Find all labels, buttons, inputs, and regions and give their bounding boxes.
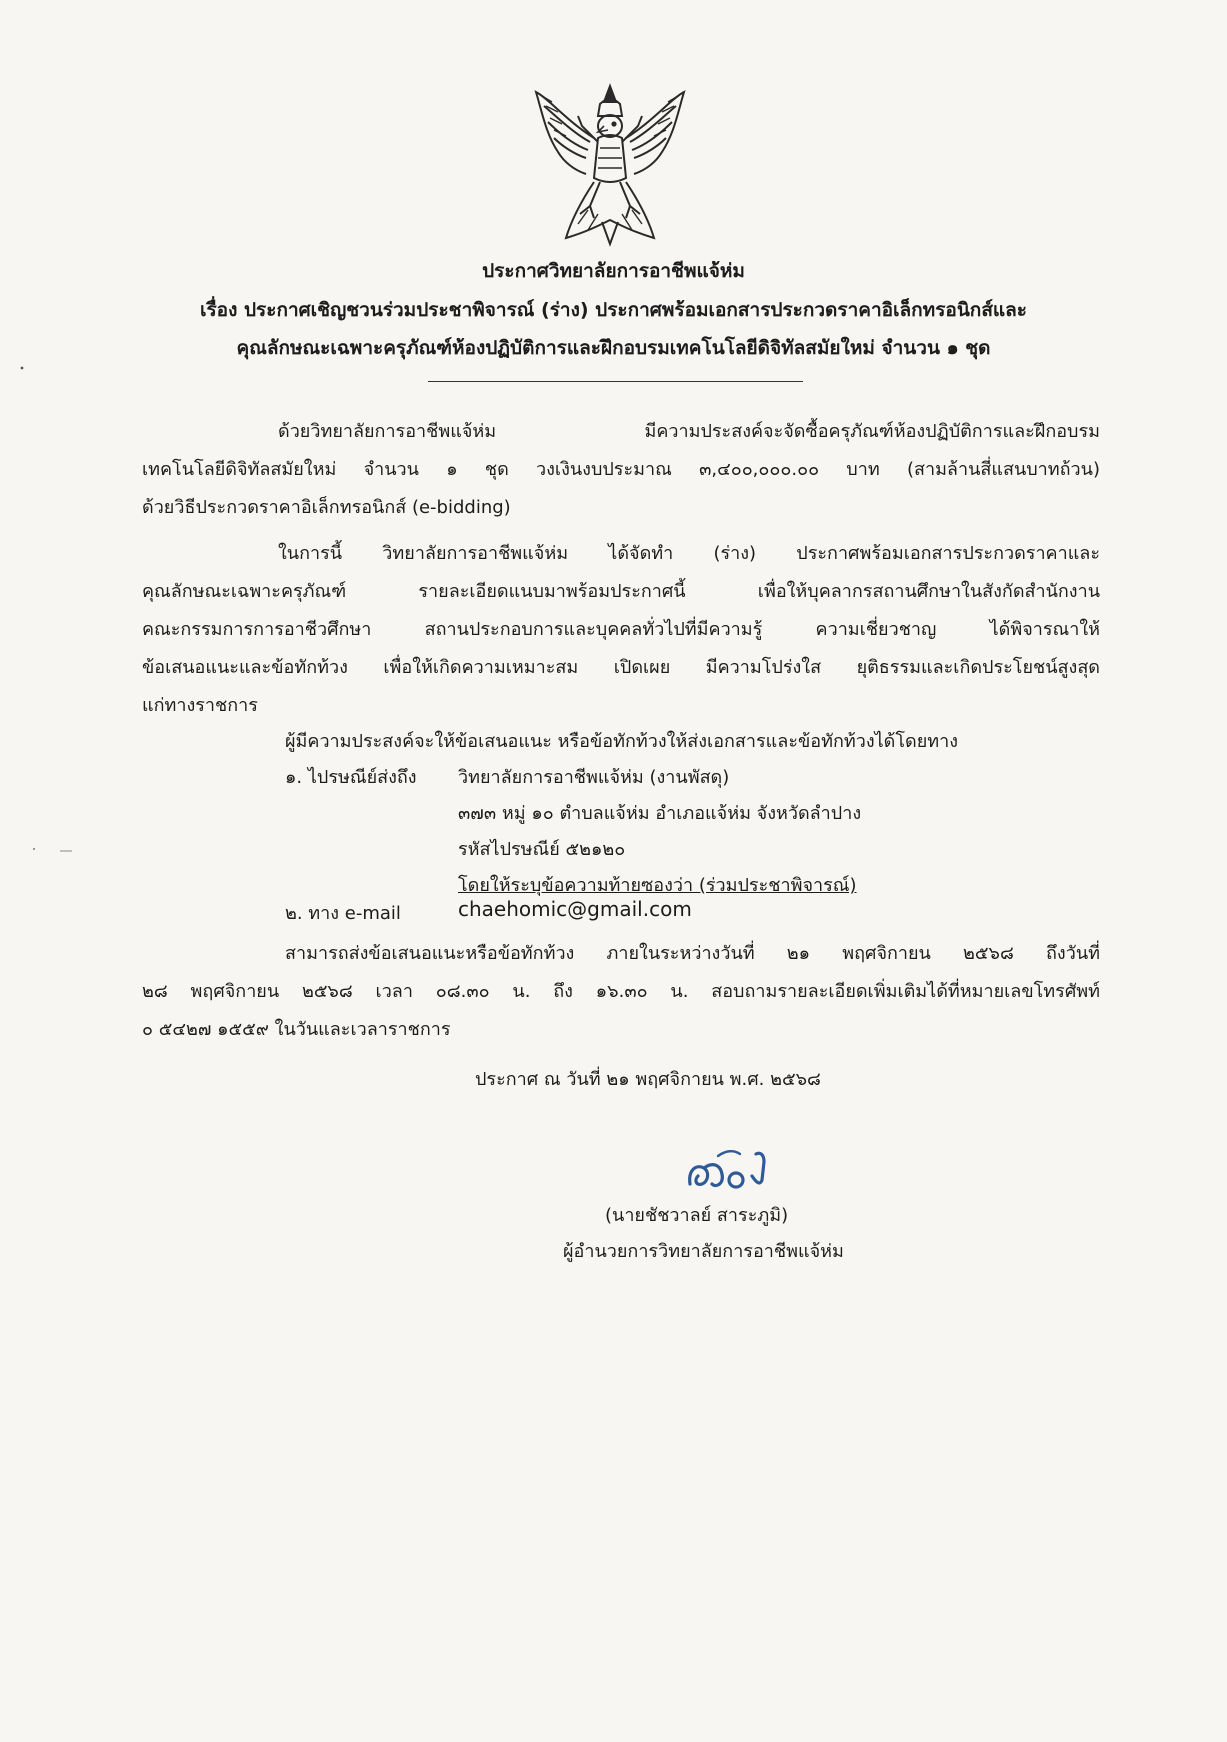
paragraph-2-line-1: ในการนี้ วิทยาลัยการอาชีพแจ้ห่ม ได้จัดทำ (ร่าง) ประกาศพร้อมเอกสารประกวดราคาและ [278, 543, 1100, 564]
subject-line-1: เรื่อง ประกาศเชิญชวนร่วมประชาพิจารณ์ (ร่าง) ประกาศพร้อมเอกสารประกวดราคาอิเล็กทรอนิกส์และ [199, 299, 1028, 321]
subject-line-2: คุณลักษณะเฉพาะครุภัณฑ์ห้องปฏิบัติการและฝึกอบรมเทคโนโลยีดิจิทัลสมัยใหม่ จำนวน ๑ ชุด [236, 337, 991, 359]
paragraph-2-line-4: ข้อเสนอแนะและข้อทักท้วง เพื่อให้เกิดความเหมาะสม เปิดเผย มีความโปร่งใส ยุติธรรมและเกิดประโยชน์สูงสุด [142, 657, 1100, 678]
paragraph-3-line-2: ๒๘ พฤศจิกายน ๒๕๖๘ เวลา ๐๘.๓๐ น. ถึง ๑๖.๓๐ น. สอบถามรายละเอียดเพิ่มเติมได้ที่หมายเลขโทรศัพท์ [142, 981, 1100, 1002]
signer-position: ผู้อำนวยการวิทยาลัยการอาชีพแจ้ห่ม [563, 1241, 844, 1262]
email-label: ๒. ทาง e-mail [285, 903, 401, 924]
mail-address-line-2: ๓๗๓ หมู่ ๑๐ ตำบลแจ้ห่ม อำเภอแจ้ห่ม จังหวัดลำปาง [458, 803, 862, 824]
paragraph-2-line-5: แก่ทางราชการ [142, 695, 258, 716]
mail-postcode: รหัสไปรษณีย์ ๕๒๑๒๐ [458, 839, 626, 860]
paragraph-1-line-1: ด้วยวิทยาลัยการอาชีพแจ้ห่ม มีความประสงค์จะจัดซื้อครุภัณฑ์ห้องปฏิบัติการและฝึกอบรม [278, 421, 1100, 442]
mail-label: ๑. ไปรษณีย์ส่งถึง [285, 767, 417, 788]
paragraph-3-line-1: สามารถส่งข้อเสนอแนะหรือข้อทักท้วง ภายในระหว่างวันที่ ๒๑ พฤศจิกายน ๒๕๖๘ ถึงวันที่ [285, 943, 1100, 964]
handwritten-signature-icon [682, 1140, 772, 1205]
mail-address-line-1: วิทยาลัยการอาชีพแจ้ห่ม (งานพัสดุ) [458, 767, 730, 788]
paragraph-3-line-3: ๐ ๕๔๒๗ ๑๕๕๙ ในวันและเวลาราชการ [142, 1019, 451, 1040]
paragraph-1-line-2: เทคโนโลยีดิจิทัลสมัยใหม่ จำนวน ๑ ชุด วงเงินงบประมาณ ๓,๔๐๐,๐๐๐.๐๐ บาท (สามล้านสี่แสนบาทถ้วน) [142, 459, 1100, 480]
announcement-date: ประกาศ ณ วันที่ ๒๑ พฤศจิกายน พ.ศ. ๒๕๖๘ [475, 1069, 821, 1090]
title-divider [428, 381, 803, 382]
garuda-emblem-icon [528, 82, 692, 252]
paragraph-2-line-3: คณะกรรมการการอาชีวศึกษา สถานประกอบการและบุคคลทั่วไปที่มีความรู้ ความเชี่ยวชาญ ได้พิจารณาให้ [142, 619, 1100, 640]
mail-envelope-note: โดยให้ระบุข้อความท้ายซองว่า (ร่วมประชาพิจารณ์) [458, 875, 857, 896]
submission-intro: ผู้มีความประสงค์จะให้ข้อเสนอแนะ หรือข้อทักท้วงให้ส่งเอกสารและข้อทักท้วงได้โดยทาง [285, 731, 959, 752]
paragraph-1-line-3: ด้วยวิธีประกวดราคาอิเล็กทรอนิกส์ (e-bidding) [142, 497, 511, 518]
email-address: chaehomic@gmail.com [458, 897, 692, 921]
paragraph-2-line-2: คุณลักษณะเฉพาะครุภัณฑ์ รายละเอียดแนบมาพร้อมประกาศนี้ เพื่อให้บุคลากรสถานศึกษาในสังกัดสำนักงาน [142, 581, 1100, 602]
signer-name: (นายชัชวาลย์ สาระภูมิ) [605, 1205, 789, 1226]
announcement-title: ประกาศวิทยาลัยการอาชีพแจ้ห่ม [482, 260, 745, 282]
